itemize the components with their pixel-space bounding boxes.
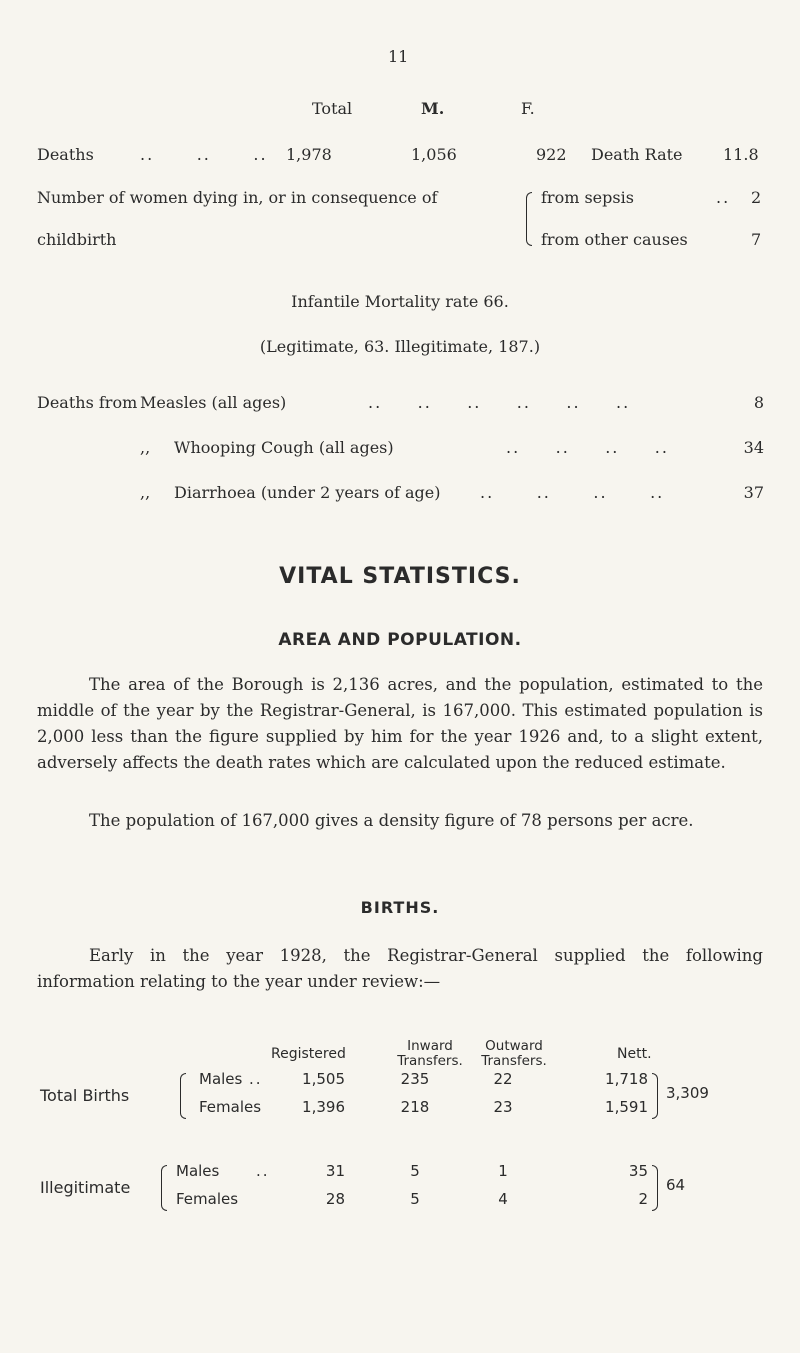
col-outward-line2: Transfers. (481, 1053, 547, 1069)
disease-value: 8 (753, 393, 764, 412)
header-females: F. (521, 99, 535, 118)
illegitimate-females-inward: 5 (410, 1190, 420, 1208)
deaths-label: Deaths (37, 145, 94, 164)
births-heading: BIRTHS. (360, 898, 440, 917)
total-births-males-registered: 1,505 (302, 1070, 345, 1088)
col-outward-line1: Outward (485, 1038, 543, 1054)
disease-value: 37 (743, 483, 764, 502)
total-births-females-registered: 1,396 (302, 1098, 345, 1116)
total-births-label: Total Births (40, 1086, 130, 1105)
col-inward-line1: Inward (407, 1038, 453, 1054)
total-births-total: 3,309 (666, 1084, 709, 1102)
disease-prefix: Deaths from (37, 393, 138, 412)
illegitimate-males-nett: 35 (628, 1162, 648, 1180)
illegitimate-total: 64 (666, 1176, 686, 1194)
deaths-females: 922 (536, 145, 567, 164)
illegitimate-females-label: Females (176, 1190, 239, 1208)
disease-name: Diarrhoea (under 2 years of age) (174, 483, 441, 502)
total-births-females-label: Females (199, 1098, 262, 1116)
childbirth-label-line1: Number of women dying in, or in consequence of (37, 188, 438, 207)
header-males: M. (421, 99, 445, 118)
illegitimate-females-nett: 2 (638, 1190, 648, 1208)
total-births-males-label: Males (199, 1070, 243, 1088)
disease-value: 34 (743, 438, 764, 457)
area-heading: AREA AND POPULATION. (278, 630, 522, 650)
births-paragraph: Early in the year 1928, the Registrar-General supplied the following information relating to the year under review:— (37, 946, 763, 991)
illegitimate-nett-brace (652, 1165, 658, 1211)
total-births-nett-brace (652, 1073, 658, 1119)
disease-name: Measles (all ages) (140, 393, 287, 412)
illegitimate-label: Illegitimate (40, 1178, 131, 1197)
leader-dots: .. (256, 1162, 270, 1180)
childbirth-label-line2: childbirth (37, 230, 117, 249)
illegitimate-brace (161, 1165, 167, 1211)
col-inward (382, 1039, 478, 1069)
section-title: VITAL STATISTICS. (279, 564, 521, 589)
other-causes-label: from other causes (541, 230, 688, 249)
illegitimate-males-outward: 1 (498, 1162, 508, 1180)
leader-dots: .. .. .. .. (480, 483, 665, 502)
illegitimate-females-outward: 4 (498, 1190, 508, 1208)
disease-name: Whooping Cough (all ages) (174, 438, 394, 457)
infantile-breakdown: (Legitimate, 63. Illegitimate, 187.) (259, 337, 541, 356)
illegitimate-males-label: Males (176, 1162, 220, 1180)
col-inward-line2: Transfers. (397, 1053, 463, 1069)
total-births-brace (180, 1073, 186, 1119)
illegitimate-males-inward: 5 (410, 1162, 420, 1180)
total-births-males-outward: 22 (493, 1070, 513, 1088)
page-number: 11 (388, 47, 409, 66)
col-registered: Registered (271, 1046, 346, 1062)
other-causes-value: 7 (751, 230, 762, 249)
infantile-rate: Infantile Mortality rate 66. (291, 292, 509, 311)
disease-prefix: ,, (140, 483, 151, 502)
total-births-females-nett: 1,591 (605, 1098, 648, 1116)
total-births-females-inward: 218 (400, 1098, 430, 1116)
childbirth-brace (526, 192, 532, 246)
death-rate-label: Death Rate (591, 145, 683, 164)
leader-dots: .. .. .. .. .. .. (368, 393, 631, 412)
deaths-males: 1,056 (411, 145, 457, 164)
leader-dots: .. .. .. .. (506, 438, 669, 457)
col-outward (466, 1039, 562, 1069)
sepsis-value: 2 (751, 188, 762, 207)
deaths-total: 1,978 (286, 145, 332, 164)
header-total: Total (312, 99, 353, 118)
sepsis-label: from sepsis (541, 188, 634, 207)
leader-dots: .. .. .. (140, 145, 268, 164)
death-rate-value: 11.8 (723, 145, 759, 164)
illegitimate-males-registered: 31 (325, 1162, 345, 1180)
total-births-males-nett: 1,718 (605, 1070, 648, 1088)
col-nett: Nett. (617, 1046, 652, 1062)
total-births-females-outward: 23 (493, 1098, 513, 1116)
disease-prefix: ,, (140, 438, 151, 457)
leader-dots: .. (249, 1070, 263, 1088)
area-paragraph-2: The population of 167,000 gives a density figure of 78 persons per acre. (89, 811, 694, 830)
area-paragraph-1: The area of the Borough is 2,136 acres, and the population, estimated to the middle of the year by the Registrar-General, is 167,000. This estimated population is 2,000 less than the figure supplied by him for the year 1926 and, to a slight extent, adversely affects the death rates which are calculated upon the reduced estimate. (37, 675, 763, 772)
leader-dots: .. (716, 188, 731, 207)
illegitimate-females-registered: 28 (325, 1190, 345, 1208)
total-births-males-inward: 235 (400, 1070, 430, 1088)
